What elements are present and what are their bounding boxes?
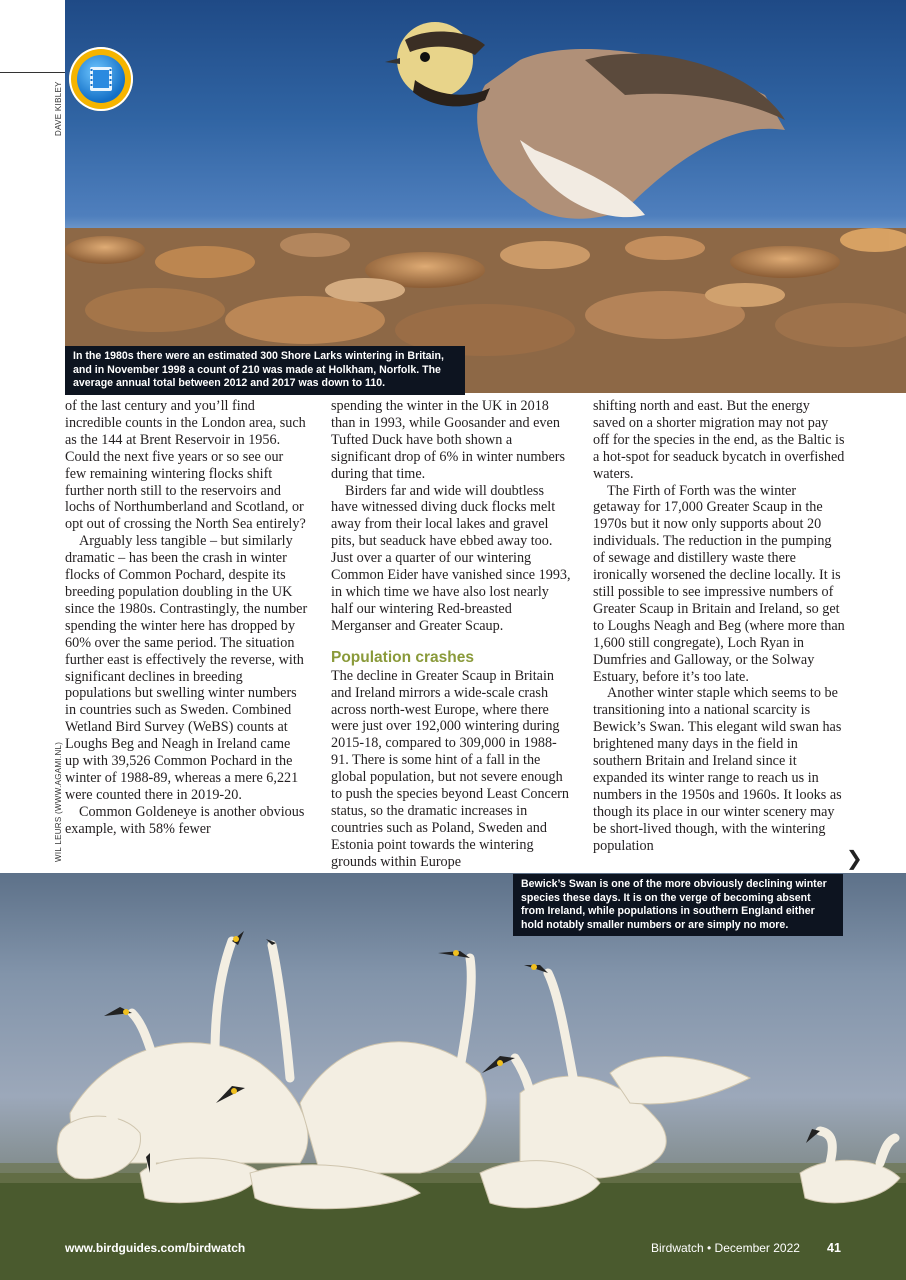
paragraph: The Firth of Forth was the winter getaway for 17,000 Greater Scaup in the 1970s but it now only supports about 20 individuals. The reduction in the pumping of sewage and distillery waste there ironically worsened the decline locally. It is still possible to see impressive numbers of Greater Scaup in Britain and Ireland, so get to Loughs Neagh and Beg (where more than 1,600 still congregate), Loch Ryan in Dumfries and Galloway, or the Solway Estuary, before it’s too late. [593, 482, 845, 685]
footer-website-link[interactable]: www.birdguides.com/birdwatch [65, 1241, 246, 1255]
photo-credit-top: DAVE KIBLEY [54, 81, 63, 136]
paragraph: shifting north and east. But the energy saved on a shorter migration may not pay off for the species in the end, as the Baltic is a hot-spot for seaduck bycatch in overfished waters. [593, 398, 845, 482]
photo-credit-bottom: WIL LEURS (WWW.AGAMI.NL) [54, 741, 63, 862]
header-rule [0, 72, 65, 73]
film-icon [77, 55, 125, 103]
photo-caption-bottom: Bewick’s Swan is one of the more obviously declining winter species these days. It is on the verge of becoming absent from Ireland, while populations in southern England either hold notably smaller numbers or are simply no more. [513, 874, 843, 936]
photo-caption-top: In the 1980s there were an estimated 300 Shore Larks wintering in Britain, and in November 1998 a count of 210 was made at Holkham, Norfolk. The average annual total between 2012 and 2017 was down to 110. [65, 346, 465, 395]
section-subheading: Population crashes [331, 648, 474, 666]
footer-issue: Birdwatch • December 2022 [651, 1241, 800, 1255]
paragraph: Common Goldeneye is another obvious example, with 58% fewer [65, 803, 305, 837]
continue-arrow-icon: ❯ [846, 846, 863, 870]
shore-lark-photo [65, 0, 906, 393]
paragraph: Birders far and wide will doubtless have witnessed diving duck flocks melt away from their local lakes and gravel pits, but seaduck have ebbed away too. Just over a quarter of our wintering Common Eider have vanished since 1993, in which time we have also lost nearly half our wintering Red-breasted Merganser and Greater Scaup. [331, 482, 571, 634]
article-column-3 [593, 398, 845, 854]
paragraph: of the last century and you’ll find incredible counts in the London area, such as the 144 at Brent Reservoir in 1956. Could the next five years or so see our few remaining wintering flocks shift further north still to the reservoirs and lochs of Northumberland and Scotland, or opt out of crossing the North Sea entirely? [65, 398, 306, 533]
page-number: 41 [827, 1241, 841, 1255]
paragraph: The decline in Greater Scaup in Britain and Ireland mirrors a wide-scale crash across north-west Europe, where there were just over 192,000 wintering during 2015-18, compared to 309,000 in 1988-91. There is some hint of a fall in the global population, but not severe enough to push the species beyond Least Concern status, so the dramatic increases in countries such as Poland, Sweden and Estonia point towards the wintering grounds within Europe [331, 667, 569, 870]
article-column-2 [331, 398, 573, 871]
video-badge[interactable] [69, 47, 133, 111]
paragraph: Arguably less tangible – but similarly dramatic – has been the crash in winter flocks of Common Pochard, despite its breeding population doubling in the UK since the 1980s. Contrastingly, the number spending the winter here has dropped by 60% over the same period. The situation further east is effectively the reverse, with significant declines in breeding populations but swelling winter numbers in countries such as Sweden. Combined Wetland Bird Survey (WeBS) counts at Loughs Beg and Neagh in Ireland came up with 39,526 Common Pochard in the winter of 1988-89, whereas a mere 6,221 were counted there in 2019-20. [65, 533, 308, 803]
paragraph: spending the winter in the UK in 2018 than in 1993, while Goosander and even Tufted Duck have both shown a significant drop of 6% in winter numbers during that time. [331, 398, 566, 482]
article-column-1 [65, 398, 308, 838]
paragraph: Another winter staple which seems to be transitioning into a national scarcity is Bewick’s Swan. This elegant wild swan has brightened many days in the field in southern Britain and Ireland since it expanded its winter range to reach us in numbers in the 1950s and 1960s. It looks as though its place in our winter scenery may be short-lived though, with the wintering population [593, 685, 842, 854]
